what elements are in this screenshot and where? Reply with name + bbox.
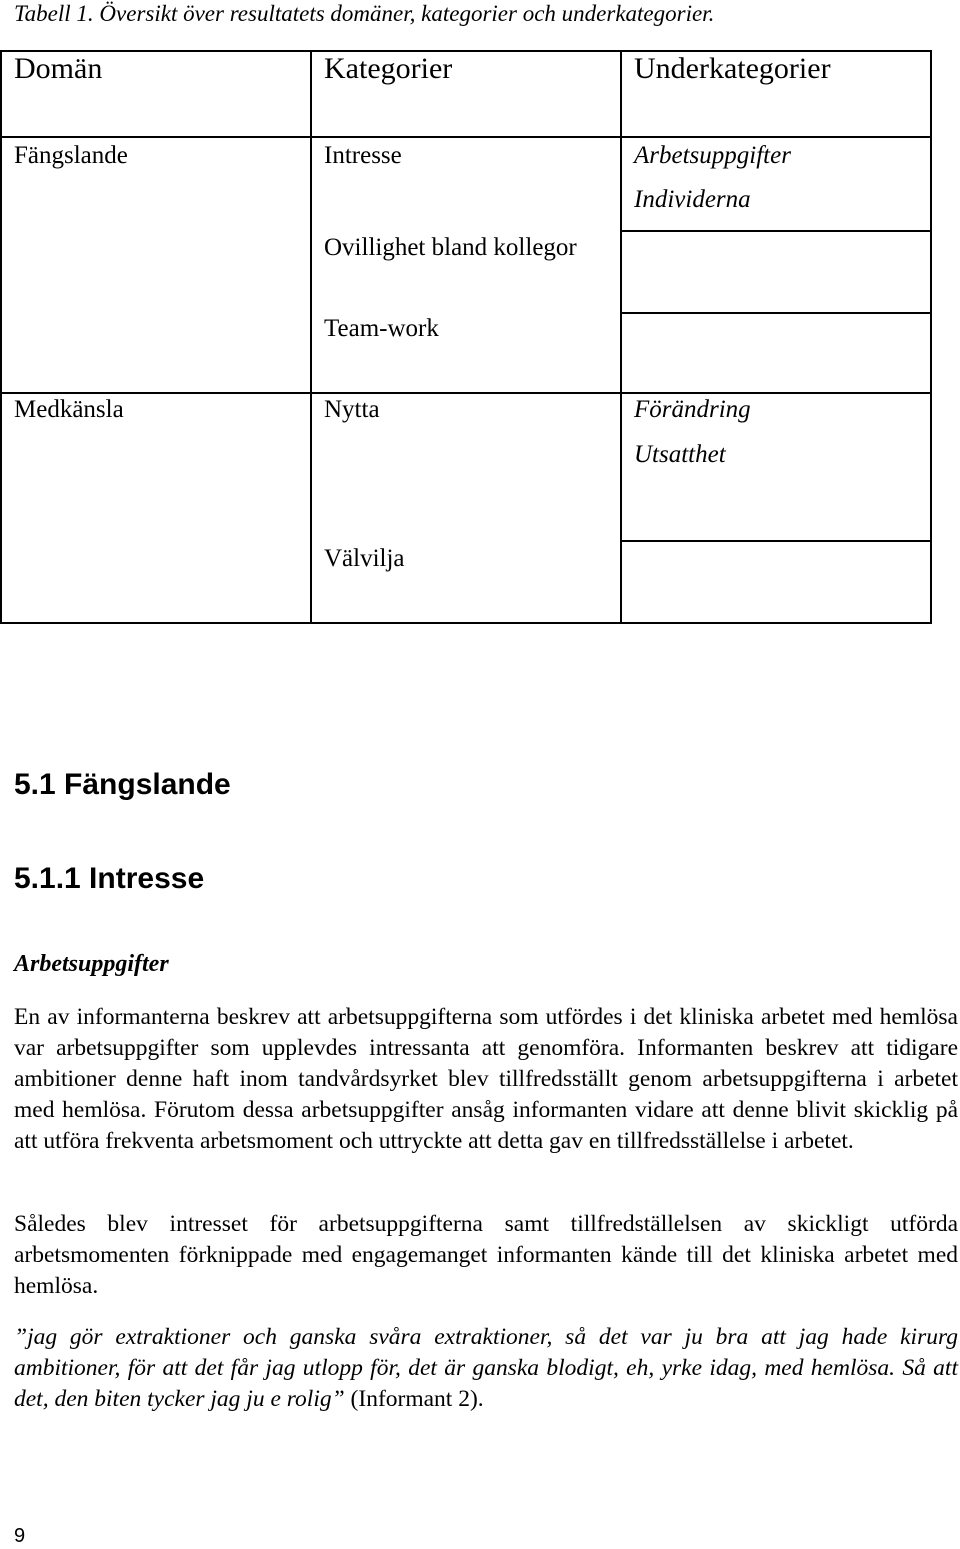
table-row-divider <box>620 312 932 314</box>
category-cell: Välvilja <box>324 545 405 572</box>
subcategory-cell: Individerna <box>634 186 751 213</box>
table-row-divider <box>0 392 932 394</box>
category-cell: Team-work <box>324 315 439 342</box>
category-cell: Intresse <box>324 142 402 169</box>
body-paragraph: En av informanterna beskrev att arbetsuppgifterna som utfördes i det kliniska arbetet med hemlösa var arbetsuppgifter som upplevdes intressanta att genomföra. Informanten beskrev att tidigare ambitioner denne haft inom tandvårdsyrket blev tillfredsställt genom arbetsuppgifterna i arbetet med hemlösa. Förutom dessa arbetsuppgifter ansåg informanten vidare att denne blivit skicklig på att utföra frekventa arbetsmoment och uttryckte att detta gav en tillfredsställelse i arbetet. <box>14 1004 958 1154</box>
table-row-divider <box>620 540 932 542</box>
table-border-bottom <box>0 622 932 624</box>
quote-paragraph <box>14 1322 958 1415</box>
subsection-heading: 5.1.1 Intresse <box>14 862 205 895</box>
page-number: 9 <box>14 1525 26 1547</box>
table-row-divider <box>620 230 932 232</box>
quote-source: (Informant 2). <box>344 1386 484 1412</box>
subcategory-cell: Förändring <box>634 396 751 423</box>
header-domain: Domän <box>14 52 103 85</box>
subsubsection-heading: Arbetsuppgifter <box>14 951 169 977</box>
domain-cell: Fängslande <box>14 142 128 169</box>
category-cell: Nytta <box>324 396 380 423</box>
quote-text: ”jag gör extraktioner och ganska svåra extraktioner, så det var ju bra att jag hade kirurg ambitioner, för att det får jag utlopp för, det är ganska blodigt, eh, yrke idag, med hemlösa. Så att det, den biten tycker jag ju e rolig” <box>14 1324 958 1412</box>
domain-cell: Medkänsla <box>14 396 124 423</box>
header-category: Kategorier <box>324 52 453 85</box>
category-cell: Ovillighet bland kollegor <box>324 234 577 261</box>
body-paragraph: Således blev intresset för arbetsuppgifterna samt tillfredställelsen av skickligt utförda arbetsmomenten förknippade med engagemanget informanten kände till det kliniska arbetet med hemlösa. <box>14 1211 958 1299</box>
table-header-divider <box>0 136 932 138</box>
table-caption: Tabell 1. Översikt över resultatets domäner, kategorier och underkategorier. <box>14 1 715 26</box>
subcategory-cell: Arbetsuppgifter <box>634 142 791 169</box>
subcategory-cell: Utsatthet <box>634 441 726 468</box>
header-subcategory: Underkategorier <box>634 52 831 85</box>
section-heading: 5.1 Fängslande <box>14 768 231 801</box>
